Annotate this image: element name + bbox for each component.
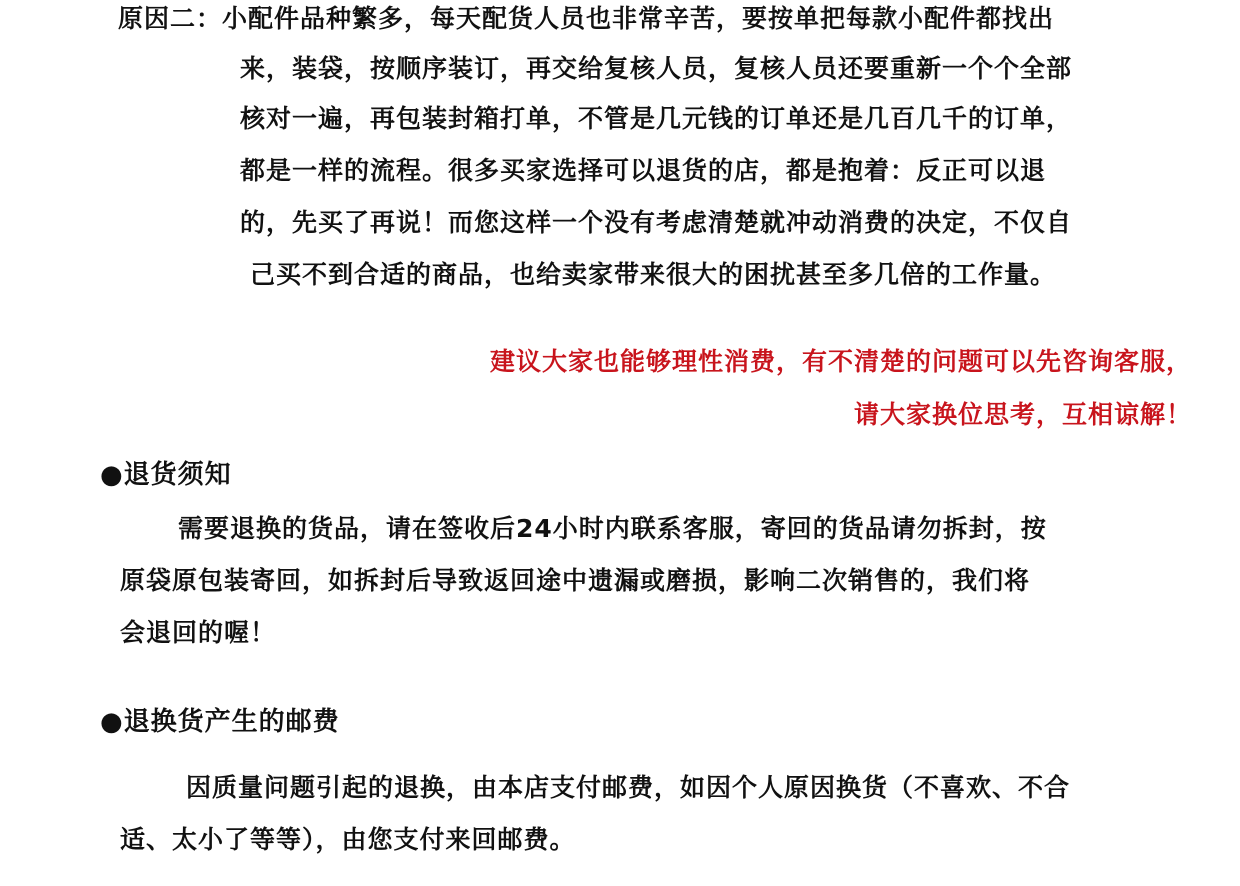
reason2-line-4: 都是一样的流程。很多买家选择可以退货的店，都是抱着：反正可以退 xyxy=(240,156,1047,185)
postage-line-1: 因质量问题引起的退换，由本店支付邮费，如因个人原因换货（不喜欢、不合 xyxy=(186,773,1071,802)
reason2-line-2: 来，装袋，按顺序装订，再交给复核人员，复核人员还要重新一个个全部 xyxy=(240,54,1073,83)
postage-line-2: 适、太小了等等），由您支付来回邮费。 xyxy=(120,825,576,854)
advice-line-1: 建议大家也能够理性消费，有不清楚的问题可以先咨询客服， xyxy=(489,347,1192,376)
return-notice-line-3: 会退回的喔！ xyxy=(120,618,277,647)
advice-line-2: 请大家换位思考，互相谅解！ xyxy=(853,400,1192,429)
return-notice-heading: ●退货须知 xyxy=(100,460,232,490)
reason2-line-3: 核对一遍，再包装封箱打单，不管是几元钱的订单还是几百几千的订单， xyxy=(240,104,1073,133)
return-notice-line-2: 原袋原包装寄回，如拆封后导致返回途中遗漏或磨损，影响二次销售的，我们将 xyxy=(120,566,1031,595)
postage-heading: ●退换货产生的邮费 xyxy=(100,707,340,737)
return-notice-line-1: 需要退换的货品，请在签收后24小时内联系客服，寄回的货品请勿拆封，按 xyxy=(178,514,1047,543)
reason2-line-5: 的，先买了再说！而您这样一个没有考虑清楚就冲动消费的决定，不仅自 xyxy=(240,208,1073,237)
reason2-line-1: 原因二：小配件品种繁多，每天配货人员也非常辛苦，要按单把每款小配件都找出 xyxy=(118,4,1055,33)
reason2-line-6: 己买不到合适的商品，也给卖家带来很大的困扰甚至多几倍的工作量。 xyxy=(250,260,1057,289)
